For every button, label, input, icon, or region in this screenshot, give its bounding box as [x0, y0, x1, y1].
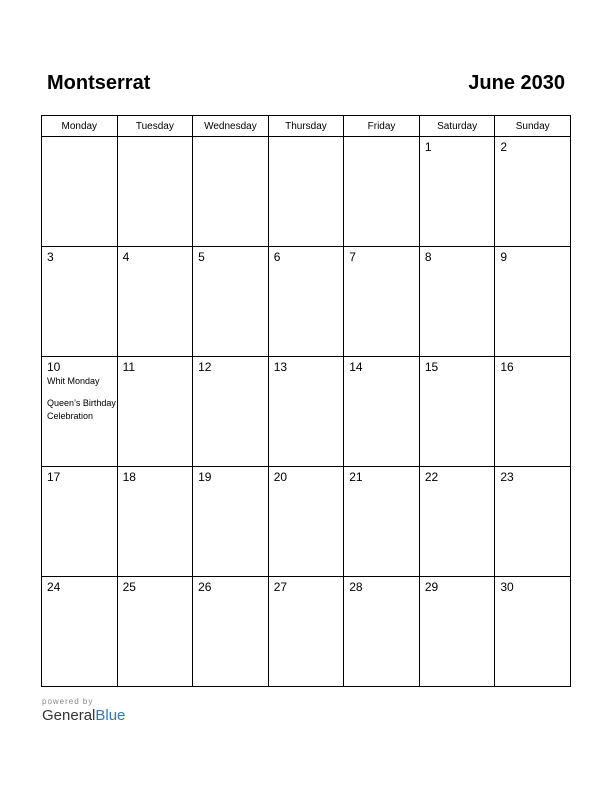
day-cell: [495, 467, 571, 577]
day-number: 8: [424, 250, 432, 264]
day-number: 30: [500, 580, 514, 594]
day-cell: [495, 577, 571, 687]
day-cell: [117, 577, 193, 687]
day-number: [193, 137, 268, 140]
weekday-saturday: Saturday: [419, 116, 495, 137]
week-row: [42, 137, 571, 247]
brand-general: General: [42, 707, 96, 724]
empty-day-cell: [193, 137, 269, 247]
day-number: [269, 137, 344, 140]
day-cell: [419, 577, 495, 687]
country-title: Montserrat: [47, 72, 151, 94]
day-number: 15: [424, 360, 439, 374]
day-number: [344, 137, 419, 140]
day-number: 21: [349, 470, 363, 484]
calendar-grid: [41, 115, 571, 687]
day-number: 18: [122, 470, 136, 484]
weekday-monday: Monday: [42, 116, 118, 137]
day-number: 16: [500, 360, 514, 374]
day-cell: [117, 467, 193, 577]
day-number: 17: [47, 470, 61, 484]
week-row: [42, 247, 571, 357]
day-number: 1: [424, 140, 432, 154]
day-number: 27: [273, 580, 288, 594]
day-number: 3: [47, 250, 54, 264]
day-number: 4: [122, 250, 130, 264]
day-number: 20: [273, 470, 288, 484]
day-cell: [117, 357, 193, 467]
day-number: 13: [273, 360, 288, 374]
holiday-label: Queen’s Birthday Celebration: [47, 398, 116, 421]
day-number: 29: [424, 580, 439, 594]
weekday-sunday: Sunday: [495, 116, 571, 137]
day-cell: [268, 467, 344, 577]
day-number: 14: [349, 360, 363, 374]
day-number: [42, 137, 117, 140]
day-number: 19: [198, 470, 212, 484]
day-number: 2: [500, 140, 508, 154]
empty-day-cell: [268, 137, 344, 247]
week-row: [42, 577, 571, 687]
day-cell: [117, 247, 193, 357]
day-number: 28: [349, 580, 363, 594]
day-cell: [193, 247, 269, 357]
day-cell: [42, 357, 118, 467]
day-cell: [419, 247, 495, 357]
empty-day-cell: [344, 137, 420, 247]
day-cell: [495, 357, 571, 467]
day-cell: [193, 467, 269, 577]
day-cell: [419, 467, 495, 577]
day-cell: [419, 137, 495, 247]
day-cell: [268, 577, 344, 687]
brand-blue: Blue: [95, 707, 126, 724]
day-number: 6: [273, 250, 281, 264]
weekday-friday: Friday: [344, 116, 420, 137]
day-cell: [268, 357, 344, 467]
week-row: [42, 467, 571, 577]
weekday-header-row: [42, 116, 571, 137]
month-year-title: June 2030: [468, 72, 565, 94]
generalblue-logo[interactable]: [42, 707, 125, 724]
day-cell: [193, 577, 269, 687]
empty-day-cell: [117, 137, 193, 247]
day-cell: [42, 247, 118, 357]
day-cell: [419, 357, 495, 467]
day-number: 5: [198, 250, 205, 264]
holiday-list: [42, 374, 117, 423]
empty-day-cell: [42, 137, 118, 247]
day-number: 22: [424, 470, 439, 484]
weekday-thursday: Thursday: [268, 116, 344, 137]
day-number: 26: [198, 580, 212, 594]
weekday-tuesday: Tuesday: [117, 116, 193, 137]
day-cell: [42, 467, 118, 577]
day-number: 12: [198, 360, 212, 374]
day-cell: [344, 357, 420, 467]
day-cell: [495, 247, 571, 357]
day-number: 23: [500, 470, 514, 484]
day-cell: [495, 137, 571, 247]
day-number: 24: [47, 580, 61, 594]
day-cell: [344, 577, 420, 687]
day-number: 7: [349, 250, 356, 264]
footer: [42, 697, 125, 724]
day-number: 25: [122, 580, 136, 594]
day-cell: [344, 467, 420, 577]
weekday-wednesday: Wednesday: [193, 116, 269, 137]
day-cell: [344, 247, 420, 357]
day-cell: [268, 247, 344, 357]
day-number: 10: [47, 360, 61, 374]
day-number: 9: [500, 250, 508, 264]
holiday-label: Whit Monday: [47, 376, 100, 386]
day-cell: [193, 357, 269, 467]
week-row: [42, 357, 571, 467]
day-cell: [42, 577, 118, 687]
day-number: [118, 137, 193, 140]
powered-by-text: powered by: [42, 697, 94, 706]
day-number: 11: [122, 360, 136, 374]
